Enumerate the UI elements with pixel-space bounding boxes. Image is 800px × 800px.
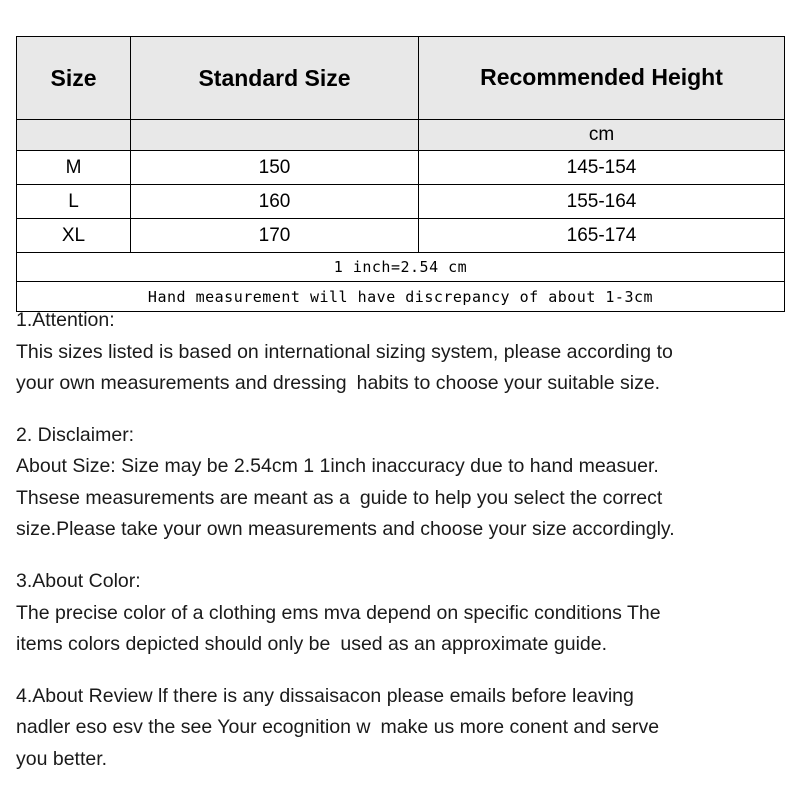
color-line-2-part-a: items colors depicted should only be <box>16 633 331 656</box>
cell-standard-size: 160 <box>131 185 419 219</box>
table-row <box>17 185 785 219</box>
disclaimer-line-2-part-b: guide to help you select the correct <box>359 486 663 509</box>
disclaimer-line-1: About Size: Size may be 2.54cm 1 1inch inaccuracy due to hand measuer. <box>16 455 659 478</box>
color-line-2-part-b: used as an approximate guide. <box>340 633 608 656</box>
attention-line-1: This sizes listed is based on international sizing system, please according to <box>16 340 673 363</box>
attention-line-2 <box>16 368 788 400</box>
cell-recommended-height: 155-164 <box>419 185 785 219</box>
cell-recommended-height: 165-174 <box>419 219 785 253</box>
paragraph-spacer <box>16 400 788 420</box>
disclaimer-title: 2. Disclaimer: <box>16 423 135 446</box>
attention-title: 1.Attention: <box>16 309 115 331</box>
cell-standard-size: 150 <box>131 151 419 185</box>
review-line-1: 4.About Review lf there is any dissaisacon please emails before leaving <box>16 684 634 707</box>
disclaimer-line-2 <box>16 483 788 515</box>
table-row <box>17 151 785 185</box>
table-row <box>17 219 785 253</box>
cell-size: XL <box>17 219 131 253</box>
attention-line-2-part-b: habits to choose your suitable size. <box>356 372 661 395</box>
disclaimer-line-3: size.Please take your own measurements and choose your size accordingly. <box>16 518 675 541</box>
review-line-2-part-a: nadler eso esv the see Your ecognition w <box>16 716 371 739</box>
cell-size: M <box>17 151 131 185</box>
cell-size: L <box>17 185 131 219</box>
size-chart-table <box>16 36 785 312</box>
table-unit-row <box>17 120 785 151</box>
paragraph-spacer <box>16 546 788 566</box>
review-line-3: you better. <box>16 747 108 770</box>
column-header-size: Size <box>17 37 131 120</box>
table-header-row <box>17 37 785 120</box>
footnote-inch-conversion: 1 inch=2.54 cm <box>17 253 785 282</box>
column-header-standard-size: Standard Size <box>131 37 419 120</box>
unit-cell-size <box>17 120 131 151</box>
column-header-recommended-height: Recommended Height <box>419 37 785 120</box>
color-line-1: The precise color of a clothing ems mva depend on specific conditions The <box>16 601 661 624</box>
paragraph-spacer <box>16 661 788 681</box>
footnote-hand-measurement: Hand measurement will have discrepancy of about 1-3cm <box>17 282 785 312</box>
unit-cell-standard-size <box>131 120 419 151</box>
review-line-2-part-b: make us more conent and serve <box>380 716 660 739</box>
attention-line-2-part-a: your own measurements and dressing <box>16 372 347 395</box>
disclaimer-line-2-part-a: Thsese measurements are meant as a <box>16 486 350 509</box>
color-line-2 <box>16 629 788 661</box>
table-footnote-row <box>17 253 785 282</box>
unit-cell-height: cm <box>419 120 785 151</box>
notes-section <box>16 305 788 776</box>
cell-standard-size: 170 <box>131 219 419 253</box>
review-line-2 <box>16 712 788 744</box>
cell-recommended-height: 145-154 <box>419 151 785 185</box>
color-title: 3.About Color: <box>16 570 141 593</box>
